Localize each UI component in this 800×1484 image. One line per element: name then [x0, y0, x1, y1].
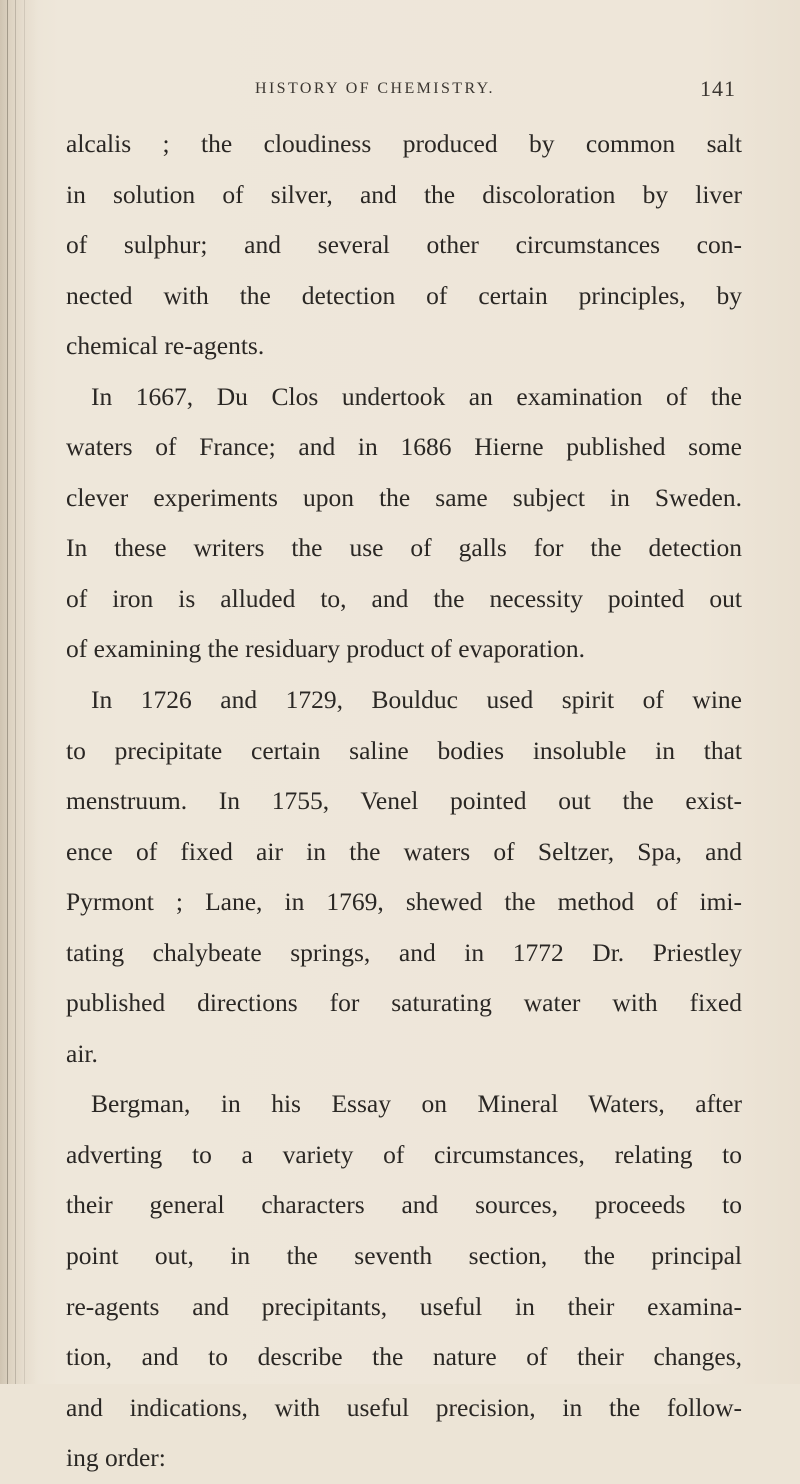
text-line: published directions for saturating water with fixed: [66, 988, 742, 1018]
body-text: [66, 119, 742, 1484]
text-line: tion, and to describe the nature of their changes,: [66, 1342, 742, 1372]
text-line: Pyrmont ; Lane, in 1769, shewed the method of imi-: [66, 887, 742, 917]
text-line: In 1726 and 1729, Boulduc used spirit of wine: [91, 685, 742, 715]
page-number: 141: [700, 76, 736, 101]
text-line: menstruum. In 1755, Venel pointed out the exist-: [66, 786, 742, 816]
text-line: In these writers the use of galls for the detection: [66, 533, 742, 563]
running-header: HISTORY OF CHEMISTRY.: [255, 80, 495, 97]
text-line: their general characters and sources, proceeds to: [66, 1190, 742, 1220]
text-line: adverting to a variety of circumstances, relating to: [66, 1139, 742, 1169]
text-line: chemical re-agents.: [66, 331, 265, 361]
gutter-line: [24, 0, 25, 1384]
page-gutter-shadow: [0, 0, 38, 1384]
text-line: to precipitate certain saline bodies insoluble in that: [66, 735, 742, 765]
text-line: air.: [66, 1038, 98, 1068]
text-line: of examining the residuary product of evaporation.: [66, 634, 586, 664]
text-line: of iron is alluded to, and the necessity pointed out: [66, 583, 742, 613]
text-line: ing order:: [66, 1443, 166, 1473]
text-line: clever experiments upon the same subject in Sweden.: [66, 482, 742, 512]
text-line: of sulphur; and several other circumstances con-: [66, 230, 742, 260]
text-line: nected with the detection of certain principles, by: [66, 280, 742, 310]
text-line: and indications, with useful precision, in the follow-: [66, 1392, 742, 1422]
text-line: ence of fixed air in the waters of Seltzer, Spa, and: [66, 836, 742, 866]
text-line: alcalis ; the cloudiness produced by common salt: [66, 129, 742, 158]
text-line: tating chalybeate springs, and in 1772 Dr. Priestley: [66, 937, 742, 967]
gutter-line: [7, 0, 8, 1384]
text-line: re-agents and precipitants, useful in their examina-: [66, 1291, 742, 1321]
text-line: Bergman, in his Essay on Mineral Waters, after: [91, 1089, 742, 1119]
text-line: point out, in the seventh section, the principal: [66, 1241, 742, 1271]
text-line: In 1667, Du Clos undertook an examination of the: [91, 381, 742, 411]
text-line: in solution of silver, and the discoloration by liver: [66, 179, 742, 209]
gutter-line: [15, 0, 16, 1384]
text-line: waters of France; and in 1686 Hierne published some: [66, 432, 742, 462]
